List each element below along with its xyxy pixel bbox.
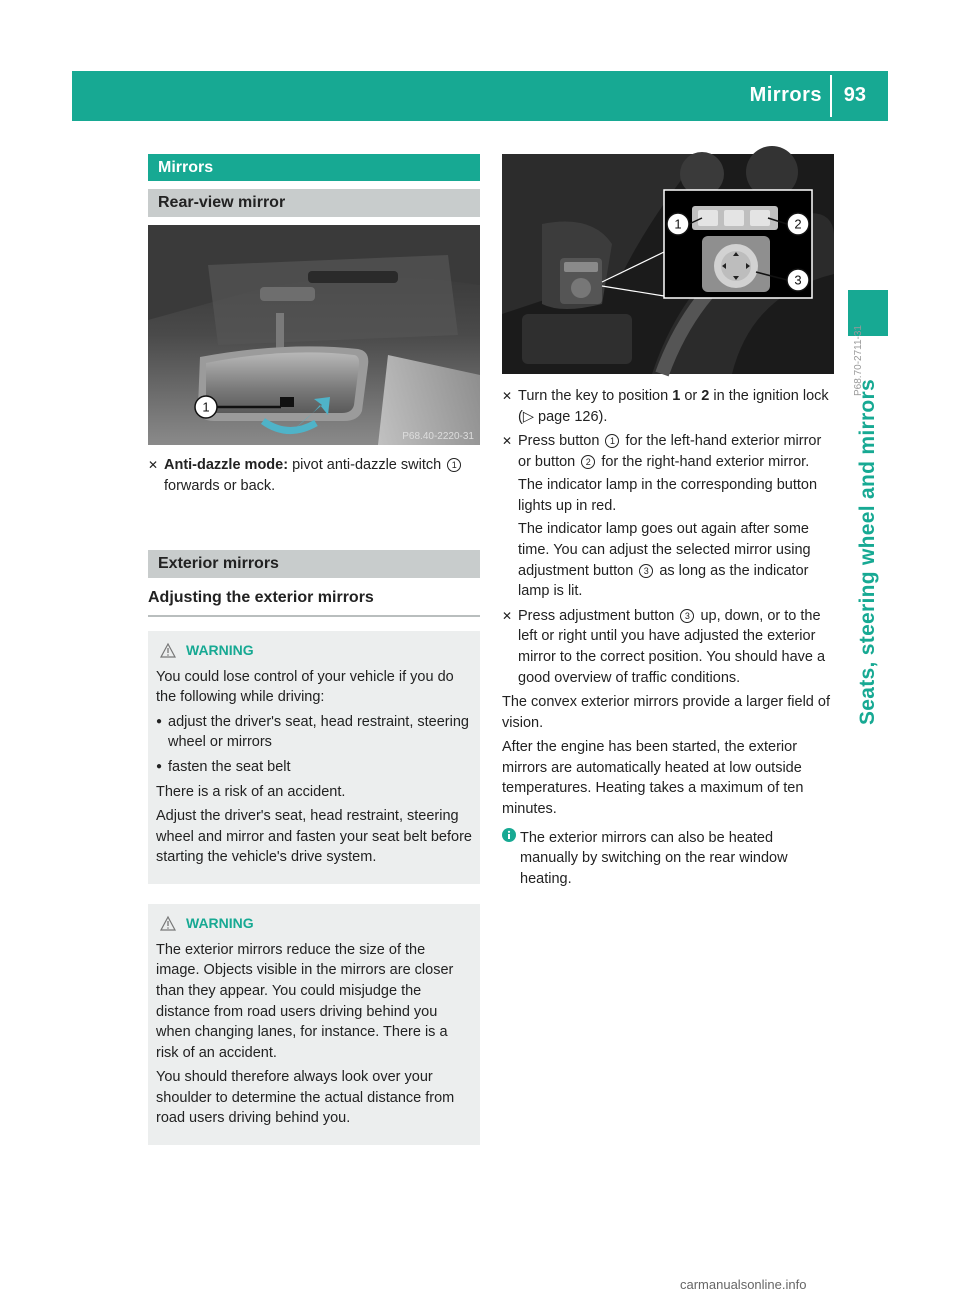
- warning-label: WARNING: [186, 641, 254, 658]
- rear-view-mirror-heading: Rear-view mirror: [148, 189, 480, 217]
- header-divider: [830, 75, 832, 117]
- warning-box-1: [148, 631, 480, 884]
- side-chapter-label: Seats, steering wheel and mirrors: [856, 378, 880, 726]
- adjusting-heading: Adjusting the exterior mirrors: [148, 587, 480, 617]
- warning-triangle-icon: [160, 643, 176, 658]
- anti-dazzle-step: ✕ Anti-dazzle mode: pivot anti-dazzle switch 1 forwards or back.: [148, 455, 480, 496]
- warning-advice: Adjust the driver's seat, head restraint, steering wheel and mirror and fasten your seat belt before starting the vehicle's drive system.: [156, 808, 472, 866]
- rear-view-mirror-illustration: [148, 225, 480, 445]
- step-arrow-icon: ✕: [502, 389, 513, 403]
- convex-mirrors-paragraph: The convex exterior mirrors provide a larger field of vision.: [502, 694, 830, 731]
- list-item: ● fasten the seat belt: [156, 759, 291, 776]
- step-arrow-icon: ✕: [502, 434, 513, 449]
- list-item: ● adjust the driver's seat, head restraint, steering wheel or mirrors: [156, 713, 469, 751]
- callout-ref-1: 1: [447, 458, 461, 472]
- header-title: Mirrors: [749, 84, 822, 106]
- exterior-mirrors-heading: Exterior mirrors: [148, 550, 480, 578]
- page-number: 93: [843, 84, 866, 106]
- callout-ref-1: 1: [605, 434, 619, 448]
- rear-view-mirror-figure: [148, 225, 480, 445]
- step-arrow-icon: ✕: [148, 458, 159, 472]
- warning-triangle-icon: [160, 916, 176, 931]
- instruction-step-1: ✕ Turn the key to position 1 or 2 in the ignition lock (▷ page 126).: [502, 386, 834, 427]
- warning-text: You should therefore always look over your shoulder to determine the actual distance from road users driving behind you.: [156, 1069, 455, 1127]
- warning-intro: You could lose control of your vehicle if you do the following while driving:: [156, 668, 454, 706]
- callout-ref-3: 3: [680, 609, 694, 623]
- page-reference-link[interactable]: page 126).: [538, 408, 608, 425]
- callout-ref-3: 3: [639, 564, 653, 578]
- instruction-step-2: ✕ Press button 1 for the left-hand exterior mirror or button 2 for the right-hand exterior mirror. The indicator lamp in the corresponding button lights up in red. The indicator lamp goes out again after some time. You can adjust the selected mirror using adjustment button 3 as long as the indicator lamp is lit.: [502, 431, 834, 602]
- callout-1-label: 1: [674, 216, 682, 232]
- right-column: [502, 154, 864, 889]
- warning-risk: There is a risk of an accident.: [156, 783, 346, 800]
- info-note: The exterior mirrors can also be heated manually by switching on the rear window heating.: [502, 828, 834, 890]
- footer-watermark: carmanualsonline.info: [680, 1277, 807, 1292]
- warning-text: The exterior mirrors reduce the size of the image. Objects visible in the mirrors are closer than they appear. You could misjudge the distance from road users driving behind you when changing lanes, for instance. There is a risk of an accident.: [156, 941, 454, 1061]
- mirror-switch-figure: [502, 154, 864, 396]
- page-header-bar: [72, 71, 888, 121]
- warning-label: WARNING: [186, 914, 254, 931]
- callout-1-label: 1: [202, 399, 210, 415]
- step-arrow-icon: ✕: [502, 608, 513, 623]
- figure-code: P68.40-2220-31: [402, 431, 474, 442]
- info-icon: [502, 828, 516, 842]
- callout-2-label: 2: [794, 216, 802, 232]
- callout-ref-2: 2: [581, 455, 595, 469]
- callout-3-label: 3: [794, 272, 802, 288]
- warning-box-2: [148, 904, 480, 1145]
- instruction-step-3: ✕ Press adjustment button 3 up, down, or to the left or right until you have adjusted the exterior mirror to the correct position. You should have a good overview of traffic conditions.: [502, 606, 834, 688]
- page-ref-arrow-icon: ▷: [522, 408, 534, 425]
- heating-paragraph: After the engine has been started, the exterior mirrors are automatically heated at low outside temperatures. Heating takes a maximum of ten minutes.: [502, 739, 804, 817]
- mirror-switch-illustration: [502, 154, 864, 396]
- left-column: [148, 154, 480, 1145]
- section-title: Mirrors: [148, 154, 480, 181]
- figure-code: P68.70-2711-31: [853, 325, 864, 396]
